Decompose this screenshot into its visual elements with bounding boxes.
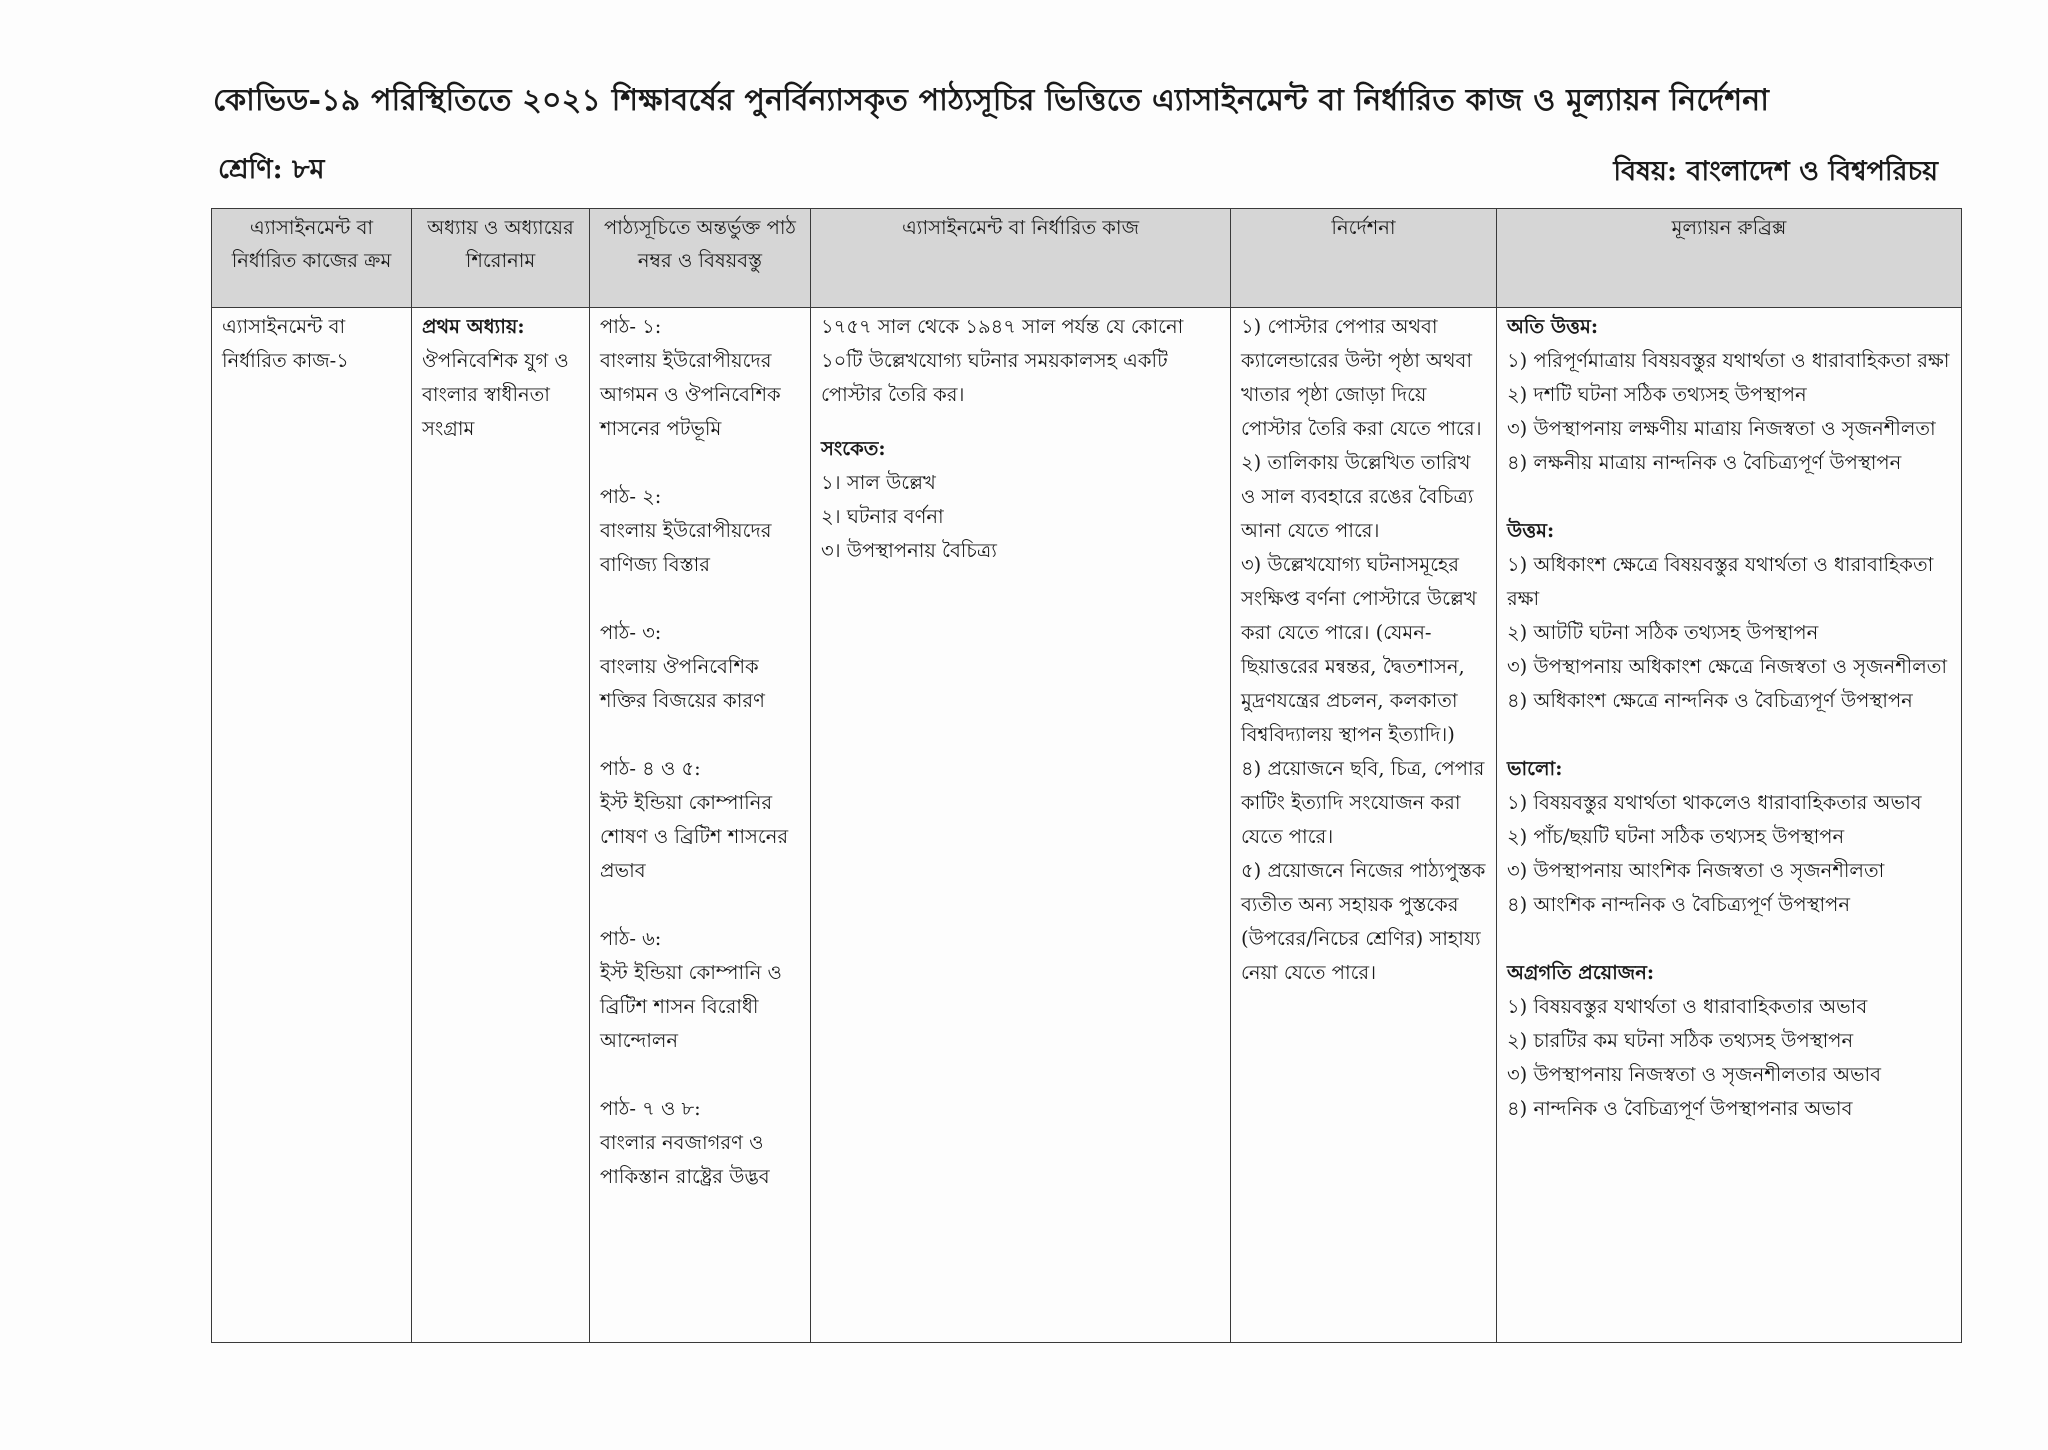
rubric-item: ১) অধিকাংশ ক্ষেত্রে বিষয়বস্তুর যথার্থতা ও ধারাবাহিকতা রক্ষা — [1507, 553, 1934, 610]
rubric-group — [1507, 956, 1951, 1126]
cell-chapter — [412, 308, 590, 1343]
rubric-heading: ভালো: — [1507, 757, 1563, 780]
lesson-content: বাংলায় ঔপনিবেশিক শক্তির বিজয়ের কারণ — [600, 655, 765, 712]
instruction-item: ৪) প্রয়োজনে ছবি, চিত্র, পেপার কাটিং ইত্যাদি সংযোজন করা যেতে পারে। — [1241, 757, 1485, 848]
rubric-heading: উত্তম: — [1507, 519, 1555, 542]
lesson-label: পাঠ- ৪ ও ৫: — [600, 757, 701, 780]
lesson-content: বাংলায় ইউরোপীয়দের বাণিজ্য বিস্তার — [600, 519, 772, 576]
rubric-item: ৪) লক্ষনীয় মাত্রায় নান্দনিক ও বৈচিত্র্যপূর্ণ উপস্থাপন — [1507, 451, 1902, 474]
hint-heading: সংকেত: — [821, 437, 886, 460]
lesson-label: পাঠ- ৬: — [600, 927, 662, 950]
cell-assignment-no — [212, 308, 412, 1343]
cell-task — [811, 308, 1231, 1343]
task-text: ১৭৫৭ সাল থেকে ১৯৪৭ সাল পর্যন্ত যে কোনো ১০টি উল্লেখযোগ্য ঘটনার সময়কালসহ একটি পোস্টার তৈরি কর। — [821, 315, 1184, 406]
lesson-item — [600, 752, 800, 888]
rubric-group — [1507, 310, 1951, 480]
lesson-label: পাঠ- ৩: — [600, 621, 662, 644]
header-instructions: নির্দেশনা — [1231, 209, 1497, 308]
chapter-title: ঔপনিবেশিক যুগ ও বাংলার স্বাধীনতা সংগ্রাম — [422, 349, 569, 440]
header-rubrics: মূল্যায়ন রুব্রিক্স — [1497, 209, 1962, 308]
rubric-group — [1507, 752, 1951, 922]
cell-lessons — [590, 308, 811, 1343]
rubric-heading: অগ্রগতি প্রয়োজন: — [1507, 961, 1655, 984]
rubric-item: ৩) উপস্থাপনায় নিজস্বতা ও সৃজনশীলতার অভাব — [1507, 1063, 1882, 1086]
hint-item: ২। ঘটনার বর্ণনা — [821, 505, 944, 528]
instruction-item: ২) তালিকায় উল্লেখিত তারিখ ও সাল ব্যবহারে রঙের বৈচিত্র্য আনা যেতে পারে। — [1241, 451, 1474, 542]
rubric-item: ৩) উপস্থাপনায় অধিকাংশ ক্ষেত্রে নিজস্বতা ও সৃজনশীলতা — [1507, 655, 1948, 678]
lesson-label: পাঠ- ২: — [600, 485, 662, 508]
rubric-heading: অতি উত্তম: — [1507, 315, 1599, 338]
lesson-label: পাঠ- ১: — [600, 315, 662, 338]
lesson-content: ইস্ট ইন্ডিয়া কোম্পানি ও ব্রিটিশ শাসন বিরোধী আন্দোলন — [600, 961, 782, 1052]
rubric-item: ১) বিষয়বস্তুর যথার্থতা ও ধারাবাহিকতার অভাব — [1507, 995, 1868, 1018]
rubric-item: ২) পাঁচ/ছয়টি ঘটনা সঠিক তথ্যসহ উপস্থাপন — [1507, 825, 1845, 848]
rubric-item: ৩) উপস্থাপনায় লক্ষণীয় মাত্রায় নিজস্বতা ও সৃজনশীলতা — [1507, 417, 1936, 440]
header-assignment-no: এ্যাসাইনমেন্ট বা নির্ধারিত কাজের ক্রম — [212, 209, 412, 308]
assignment-table — [211, 208, 1962, 1343]
class-label: শ্রেণি: ৮ম — [218, 154, 325, 185]
cell-instructions — [1231, 308, 1497, 1343]
lesson-item — [600, 922, 800, 1058]
hint-item: ১। সাল উল্লেখ — [821, 471, 936, 494]
instruction-item: ৫) প্রয়োজনে নিজের পাঠ্যপুস্তক ব্যতীত অন্য সহায়ক পুস্তকের (উপরের/নিচের শ্রেণির) সাহায্য নেয়া যেতে পারে। — [1241, 859, 1486, 984]
rubric-item: ২) দশটি ঘটনা সঠিক তথ্যসহ উপস্থাপন — [1507, 383, 1807, 406]
instruction-item: ৩) উল্লেখযোগ্য ঘটনাসমূহের সংক্ষিপ্ত বর্ণনা পোস্টারে উল্লেখ করা যেতে পারে। (যেমন- ছিয়াত্তরের মন্বন্তর, দ্বৈতশাসন, মুদ্রণযন্ত্রের প্রচলন, কলকাতা বিশ্ববিদ্যালয় স্থাপন ইত্যাদি।) — [1241, 553, 1477, 746]
header-chapter: অধ্যায় ও অধ্যায়ের শিরোনাম — [412, 209, 590, 308]
hint-item: ৩। উপস্থাপনায় বৈচিত্র্য — [821, 539, 997, 562]
rubric-item: ২) আটটি ঘটনা সঠিক তথ্যসহ উপস্থাপন — [1507, 621, 1819, 644]
rubric-item: ৩) উপস্থাপনায় আংশিক নিজস্বতা ও সৃজনশীলতা — [1507, 859, 1885, 882]
lesson-content: বাংলার নবজাগরণ ও পাকিস্তান রাষ্ট্রের উদ্ভব — [600, 1131, 770, 1188]
lesson-label: পাঠ- ৭ ও ৮: — [600, 1097, 701, 1120]
lesson-content: ইস্ট ইন্ডিয়া কোম্পানির শোষণ ও ব্রিটিশ শাসনের প্রভাব — [600, 791, 789, 882]
header-task: এ্যাসাইনমেন্ট বা নির্ধারিত কাজ — [811, 209, 1231, 308]
rubric-item: ২) চারটির কম ঘটনা সঠিক তথ্যসহ উপস্থাপন — [1507, 1029, 1854, 1052]
assignment-no-text: এ্যাসাইনমেন্ট বা নির্ধারিত কাজ-১ — [222, 315, 349, 372]
rubric-group — [1507, 514, 1951, 718]
lesson-item — [600, 480, 800, 582]
document-title: কোভিড-১৯ পরিস্থিতিতে ২০২১ শিক্ষাবর্ষের পুনর্বিন্যাসকৃত পাঠ্যসূচির ভিত্তিতে এ্যাসাইনমেন্ট বা নির্ধারিত কাজ ও মূল্যায়ন নির্দেশনা — [213, 83, 1770, 118]
rubric-item: ৪) নান্দনিক ও বৈচিত্র্যপূর্ণ উপস্থাপনার অভাব — [1507, 1097, 1853, 1120]
rubric-item: ১) বিষয়বস্তুর যথার্থতা থাকলেও ধারাবাহিকতার অভাব — [1507, 791, 1922, 814]
rubric-item: ১) পরিপূর্ণমাত্রায় বিষয়বস্তুর যথার্থতা ও ধারাবাহিকতা রক্ষা — [1507, 349, 1950, 372]
lesson-content: বাংলায় ইউরোপীয়দের আগমন ও ঔপনিবেশিক শাসনের পটভূমি — [600, 349, 781, 440]
header-lessons: পাঠ্যসূচিতে অন্তর্ভুক্ত পাঠ নম্বর ও বিষয়বস্তু — [590, 209, 811, 308]
rubric-item: ৪) অধিকাংশ ক্ষেত্রে নান্দনিক ও বৈচিত্র্যপূর্ণ উপস্থাপন — [1507, 689, 1913, 712]
lesson-item — [600, 616, 800, 718]
table-header-row — [212, 209, 1962, 308]
lesson-item — [600, 1092, 800, 1194]
cell-rubrics — [1497, 308, 1962, 1343]
instruction-item: ১) পোস্টার পেপার অথবা ক্যালেন্ডারের উল্টা পৃষ্ঠা অথবা খাতার পৃষ্ঠা জোড়া দিয়ে পোস্টার তৈরি করা যেতে পারে। — [1241, 315, 1482, 440]
chapter-heading: প্রথম অধ্যায়: — [422, 315, 525, 338]
lesson-item — [600, 310, 800, 446]
table-row — [212, 308, 1962, 1343]
rubric-item: ৪) আংশিক নান্দনিক ও বৈচিত্র্যপূর্ণ উপস্থাপন — [1507, 893, 1851, 916]
subject-label: বিষয়: বাংলাদেশ ও বিশ্বপরিচয় — [1613, 156, 1938, 187]
